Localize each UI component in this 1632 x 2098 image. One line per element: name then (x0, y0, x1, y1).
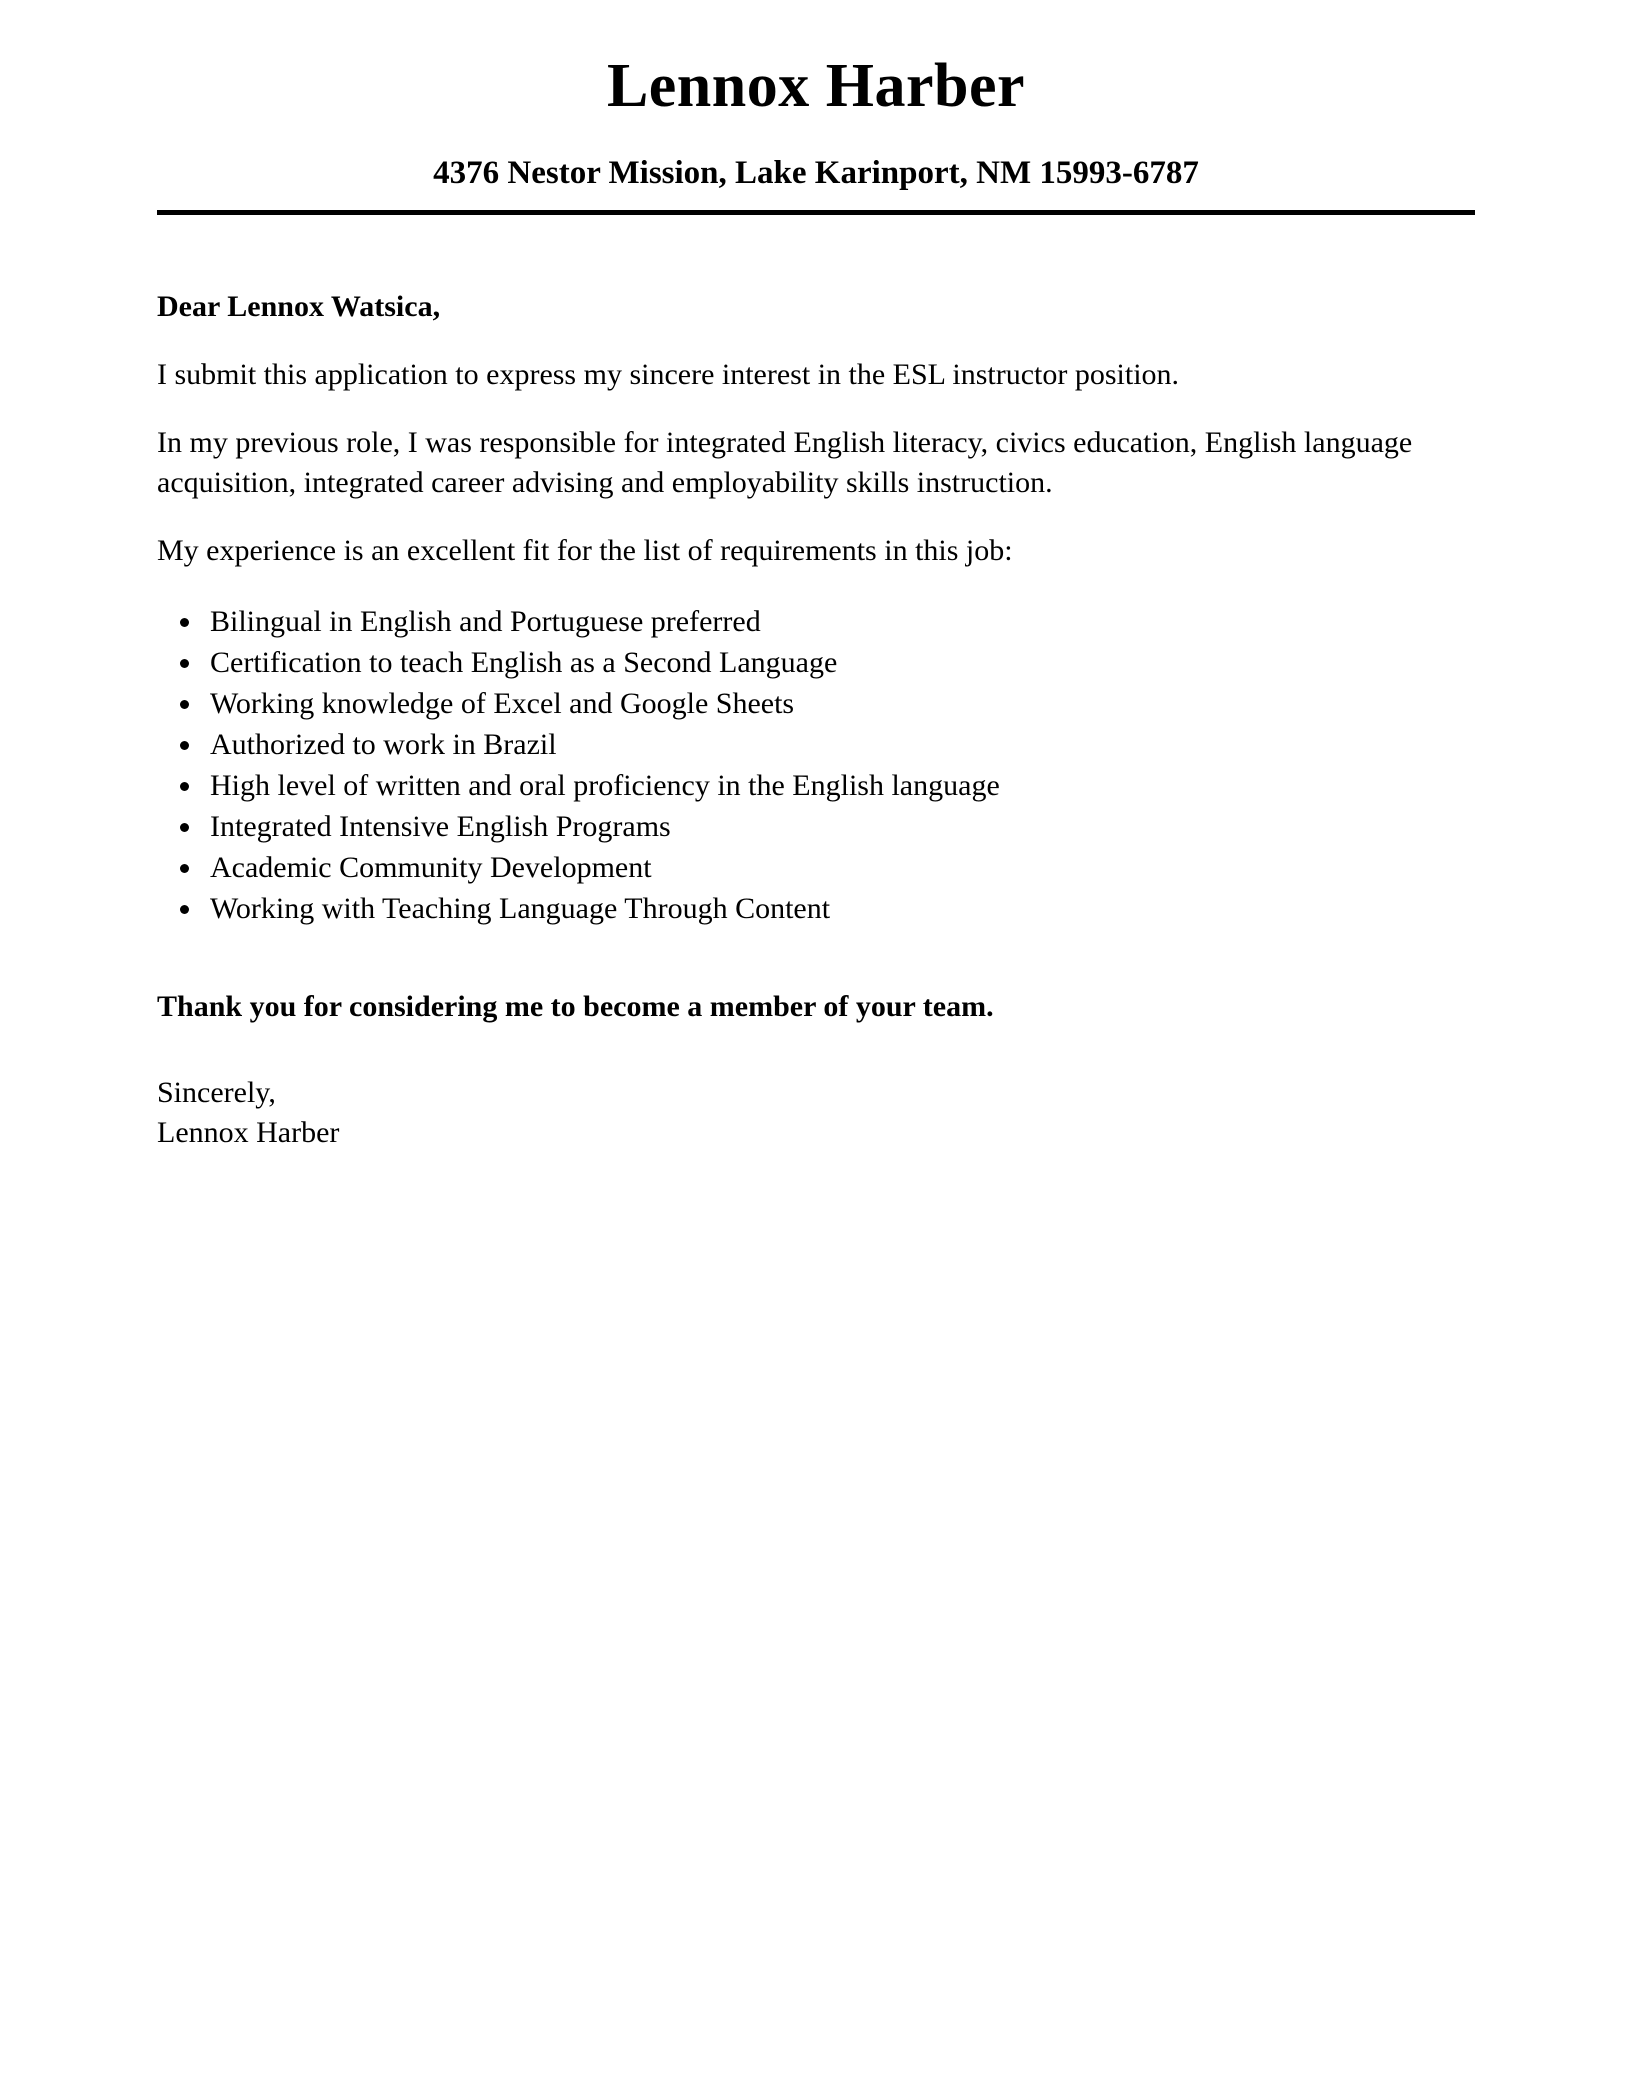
closing: Sincerely, (157, 1075, 276, 1109)
signoff-block (157, 1073, 1472, 1153)
thanks-line: Thank you for considering me to become a member of your team. (157, 989, 994, 1023)
requirement-item: • Working knowledge of Excel and Google Sheets (204, 683, 1472, 724)
letter-header (0, 0, 1632, 215)
requirement-item: • High level of written and oral proficiency in the English language (204, 765, 1472, 806)
requirement-item: • Certification to teach English as a Second Language (204, 642, 1472, 683)
requirement-item: • Academic Community Development (204, 847, 1472, 888)
requirement-item: • Authorized to work in Brazil (204, 724, 1472, 765)
requirement-item: • Working with Teaching Language Through Content (204, 888, 1472, 929)
letter-body (157, 287, 1472, 1153)
sender-address: 4376 Nestor Mission, Lake Karinport, NM 15993-6787 (433, 155, 1199, 192)
fit-paragraph: My experience is an excellent fit for the list of requirements in this job: (157, 533, 1013, 567)
signature: Lennox Harber (157, 1115, 340, 1149)
experience-paragraph: In my previous role, I was responsible for integrated English literacy, civics education, English language acquisition, integrated career advising and employability skills instruction. (157, 425, 1413, 499)
requirement-item: • Bilingual in English and Portuguese preferred (204, 601, 1472, 642)
intro-paragraph: I submit this application to express my sincere interest in the ESL instructor position. (157, 357, 1180, 391)
sender-name-title: Lennox Harber (606, 52, 1026, 120)
requirement-item: • Integrated Intensive English Programs (204, 806, 1472, 847)
requirements-list (157, 601, 1472, 929)
header-divider (157, 210, 1475, 215)
salutation: Dear Lennox Watsica, (157, 289, 441, 323)
